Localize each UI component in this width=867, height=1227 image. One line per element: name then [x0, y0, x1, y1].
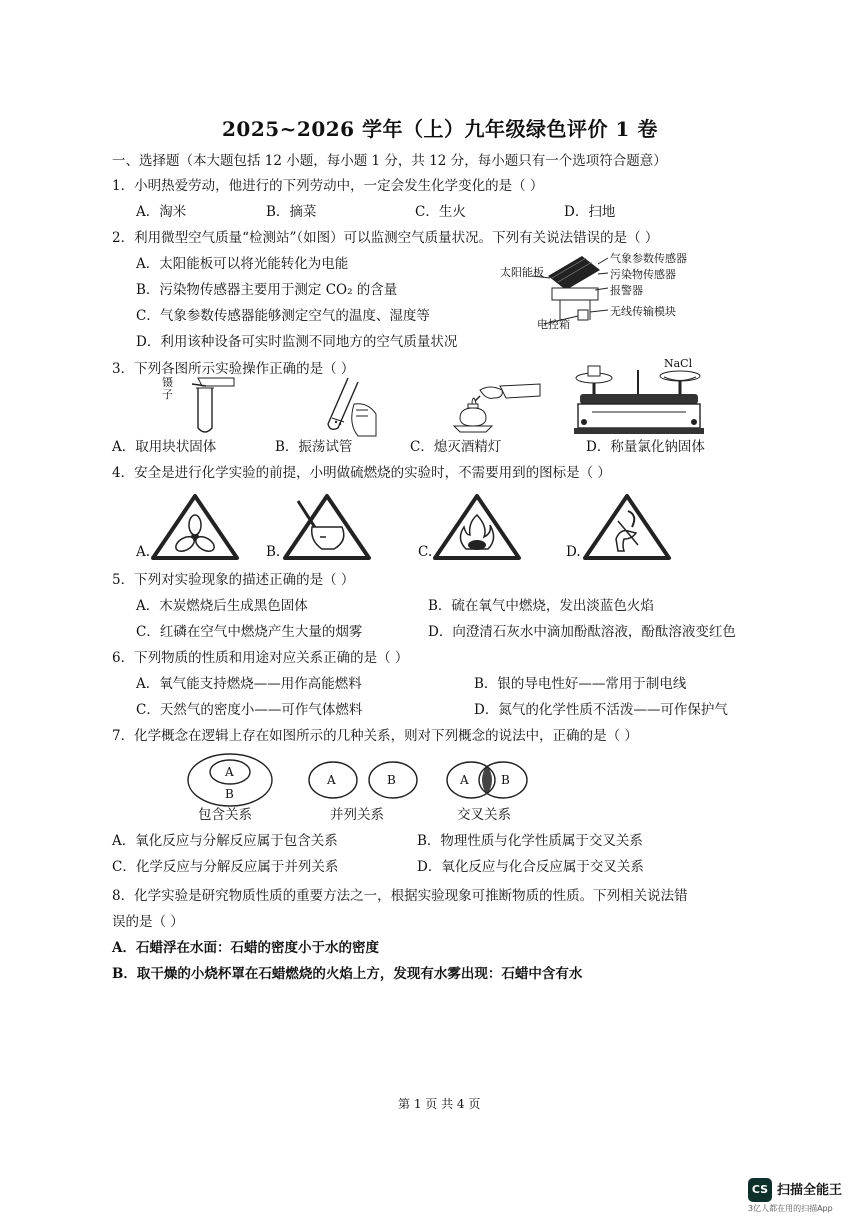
- q7-stem: 7．化学概念在逻辑上存在如图所示的几种关系，则对下列概念的说法中，正确的是（ ）: [112, 728, 638, 744]
- concept-relations-diagram: [185, 752, 535, 808]
- extinguish-lamp-figure: [446, 374, 542, 440]
- scanner-logo-icon: CS: [748, 1178, 772, 1202]
- label-cross-relation: 交叉关系: [457, 807, 511, 823]
- cross-a: A: [460, 773, 469, 787]
- q4-option-a: A.: [136, 544, 151, 560]
- parallel-a: A: [327, 773, 336, 787]
- shaking-tube-figure: [318, 374, 378, 440]
- q5-option-a: A．木炭燃烧后生成黑色固体: [136, 598, 308, 614]
- fan-icon: [150, 493, 240, 561]
- q6-option-c: C．天然气的密度小——可作气体燃料: [136, 702, 363, 718]
- q6-option-d: D．氮气的化学性质不活泼——可作保护气: [474, 702, 728, 718]
- q6-option-b: B．银的导电性好——常用于制电线: [474, 676, 687, 692]
- scanner-watermark: [748, 1176, 852, 1216]
- scanner-tagline: 3亿人都在用的扫描App: [748, 1204, 833, 1213]
- q5-option-c: C．红磷在空气中燃烧产生大量的烟雾: [136, 624, 363, 640]
- q1-option-b: B．摘菜: [266, 204, 317, 220]
- scanner-app-name: 扫描全能王: [777, 1183, 843, 1198]
- q7-option-a: A．氧化反应与分解反应属于包含关系: [112, 833, 338, 849]
- q3-option-d: D．称量氯化钠固体: [586, 439, 705, 455]
- q5-stem: 5．下列对实验现象的描述正确的是（ ）: [112, 572, 355, 588]
- burn-hazard-icon: [582, 493, 672, 561]
- include-inner-a: A: [225, 765, 234, 779]
- q1-option-c: C．生火: [415, 204, 466, 220]
- q3-option-a: A．取用块状固体: [112, 439, 217, 455]
- label-parallel-relation: 并列关系: [330, 807, 384, 823]
- q1-option-a: A．淘米: [136, 204, 187, 220]
- q2-option-b: B．污染物传感器主要用于测定 CO₂ 的含量: [136, 282, 398, 298]
- q2-option-c: C．气象参数传感器能够测定空气的温度、湿度等: [136, 308, 430, 324]
- q4-option-d: D.: [566, 544, 581, 560]
- q5-option-b: B．硫在氧气中燃烧，发出淡蓝色火焰: [428, 598, 654, 614]
- q7-option-d: D．氧化反应与化合反应属于交叉关系: [417, 859, 644, 875]
- q8-stem-line1: 8．化学实验是研究物质性质的重要方法之一，根据实验现象可推断物质的性质。下列相关说法错: [112, 888, 688, 904]
- label-alarm: 报警器: [610, 284, 643, 297]
- q6-option-a: A．氧气能支持燃烧——用作高能燃料: [136, 676, 362, 692]
- parallel-b: B: [387, 773, 396, 787]
- solid-loading-figure: [176, 374, 236, 436]
- q2-stem: 2．利用微型空气质量“检测站”（如图）可以监测空气质量状况。下列有关说法错误的是（ ）: [112, 230, 659, 246]
- q7-option-c: C．化学反应与分解反应属于并列关系: [112, 859, 339, 875]
- include-outer-b: B: [225, 787, 234, 801]
- q3-stem: 3．下列各图所示实验操作正确的是（ ）: [112, 361, 355, 377]
- label-pollutant-sensor: 污染物传感器: [610, 268, 676, 281]
- q6-stem: 6．下列物质的性质和用途对应关系正确的是（ ）: [112, 650, 409, 666]
- cross-b: B: [501, 773, 510, 787]
- q7-option-b: B．物理性质与化学性质属于交叉关系: [417, 833, 643, 849]
- label-weather-sensor: 气象参数传感器: [610, 252, 687, 265]
- label-include-relation: 包含关系: [198, 807, 252, 823]
- page-number: 第 1 页 共 4 页: [398, 1097, 481, 1111]
- q2-option-a: A．太阳能板可以将光能转化为电能: [136, 256, 349, 272]
- q8-option-a: A．石蜡浮在水面：石蜡的密度小于水的密度: [112, 940, 379, 956]
- q5-option-d: D．向澄清石灰水中滴加酚酞溶液，酚酞溶液变红色: [428, 624, 736, 640]
- q4-option-b: B.: [266, 544, 281, 560]
- q2-option-d: D．利用该种设备可实时监测不同地方的空气质量状况: [136, 334, 458, 350]
- label-solar-panel: 太阳能板: [500, 266, 544, 279]
- q4-stem: 4．安全是进行化学实验的前提，小明做硫燃烧的实验时，不需要用到的图标是（ ）: [112, 465, 611, 481]
- q8-option-b: B．取干燥的小烧杯罩在石蜡燃烧的火焰上方，发现有水雾出现：石蜡中含有水: [112, 966, 583, 982]
- q3-option-b: B．振荡试管: [275, 439, 353, 455]
- q8-stem-line2: 误的是（ ）: [112, 914, 184, 930]
- hot-hazard-icon: [282, 493, 372, 561]
- page-title: 2025~2026 学年（上）九年级绿色评价 1 卷: [222, 117, 658, 141]
- label-tongs: 镊子: [162, 376, 173, 401]
- section-heading: 一、选择题（本大题包括 12 小题，每小题 1 分，共 12 分，每小题只有一个选项符合题意）: [112, 153, 667, 169]
- q4-option-c: C.: [418, 544, 433, 560]
- label-wireless-module: 无线传输模块: [610, 305, 676, 318]
- label-control-box: 电控箱: [537, 318, 570, 331]
- q1-stem: 1．小明热爱劳动，他进行的下列劳动中，一定会发生化学变化的是（ ）: [112, 178, 544, 194]
- label-nacl: NaCl: [664, 357, 693, 370]
- flame-icon: [432, 493, 522, 561]
- q1-option-d: D．扫地: [564, 204, 616, 220]
- q3-option-c: C．熄灭酒精灯: [410, 439, 502, 455]
